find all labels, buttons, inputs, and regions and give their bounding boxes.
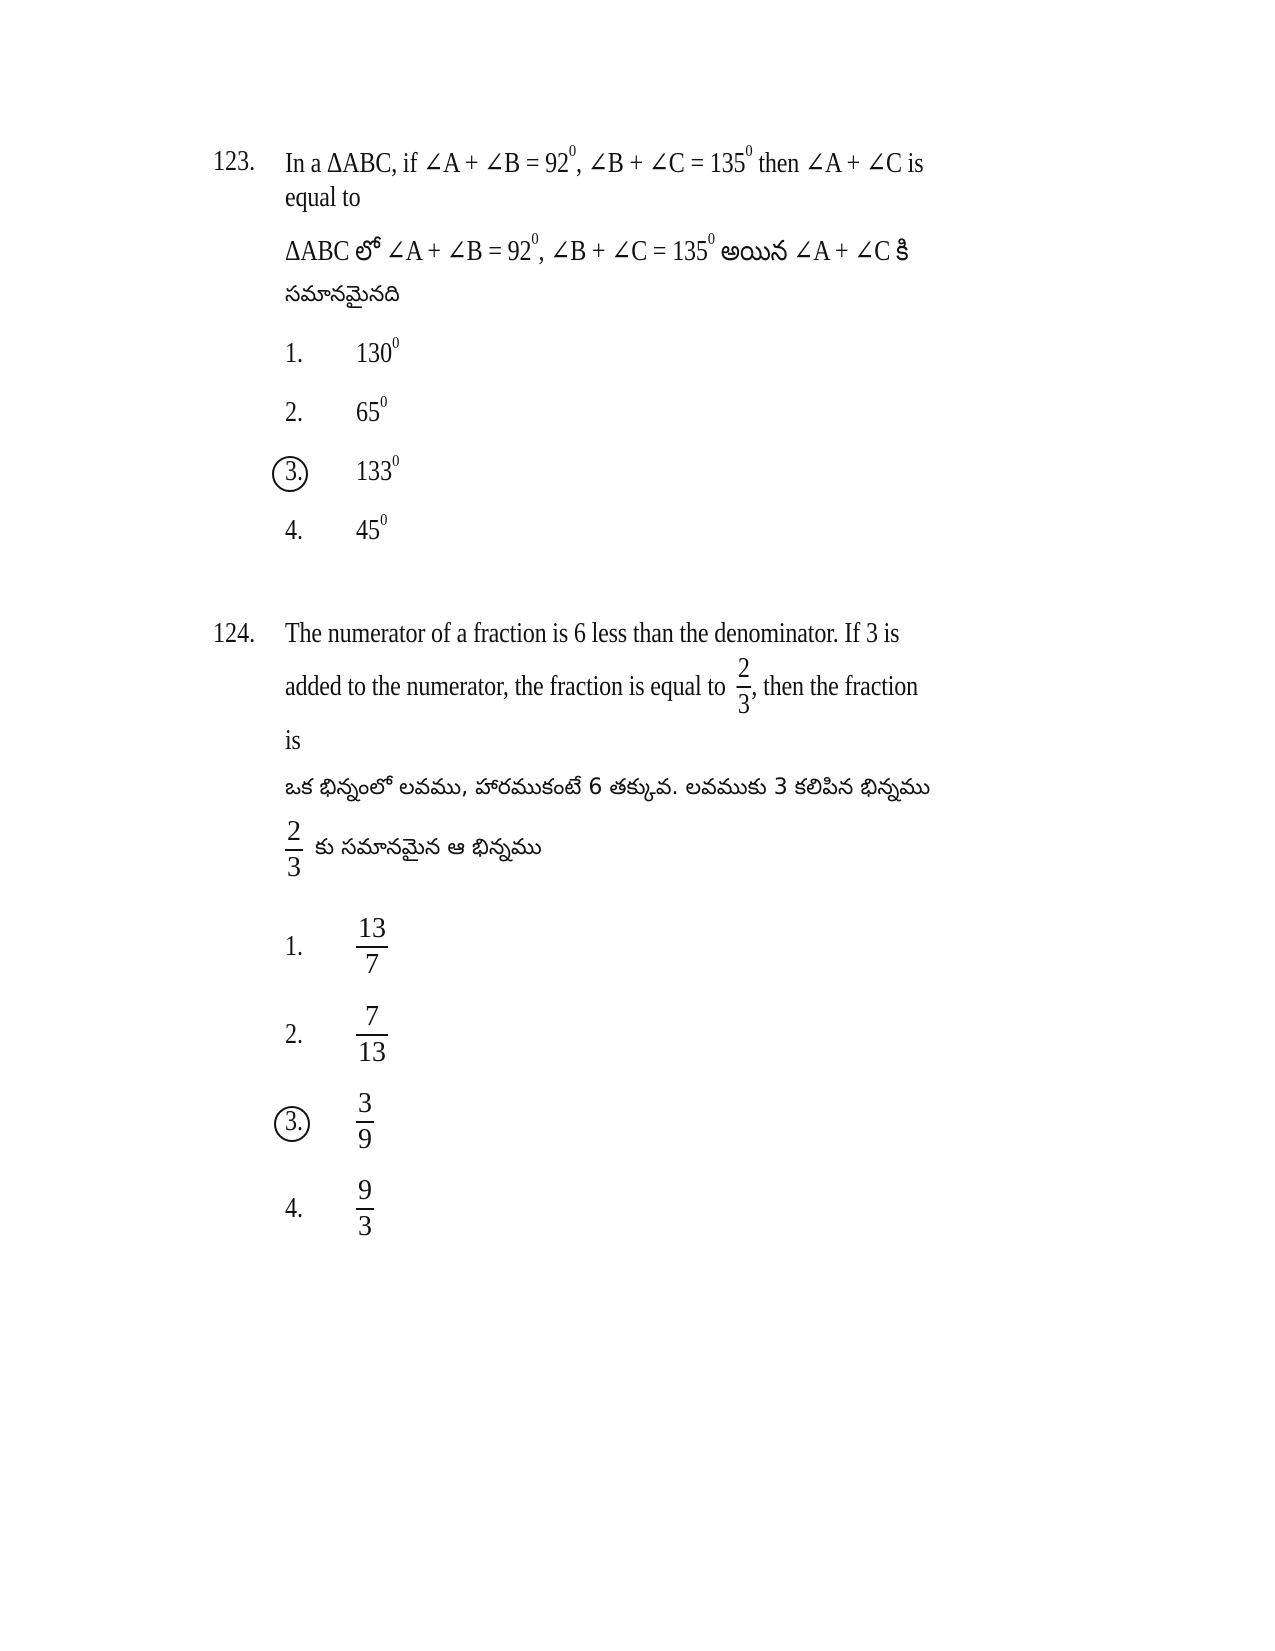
question-number: 124. [213, 618, 256, 649]
question-text-telugu-cont: సమానమైనది [285, 282, 400, 307]
degree-superscript: 0 [392, 451, 400, 470]
text-segment: added to the numerator, the fraction is equal to [285, 671, 726, 702]
question-text-english-cont [285, 655, 918, 719]
degree-superscript: 0 [380, 510, 388, 529]
option-fraction [356, 1177, 374, 1241]
fraction-denominator: 7 [365, 949, 379, 980]
text-segment: 65 [356, 397, 381, 428]
fraction-numerator: 2 [287, 816, 301, 847]
text-segment: అయిన ∠A + ∠C కి [714, 236, 909, 267]
fraction [285, 818, 303, 882]
question-text-english: The numerator of a fraction is 6 less than the denominator. If 3 is [285, 618, 900, 649]
text-segment: then ∠A + ∠C is [752, 148, 924, 179]
option-label: 1. [285, 338, 304, 369]
degree-superscript: 0 [568, 141, 577, 160]
fraction-numerator: 13 [358, 913, 386, 944]
option-label: 2. [285, 1019, 304, 1050]
option-label: 4. [285, 515, 304, 546]
option-label: 1. [285, 931, 304, 962]
degree-superscript: 0 [531, 229, 539, 248]
fraction-numerator: 9 [358, 1175, 372, 1206]
fraction-numerator: 7 [365, 1001, 379, 1032]
text-segment: 45 [356, 515, 381, 546]
text-segment: , then the fraction [751, 671, 919, 702]
text-segment: In a ΔABC, if ∠A + ∠B = 92 [285, 148, 569, 179]
text-segment: , ∠B + ∠C = 135 [576, 148, 746, 179]
text-segment: కు సమానమైన ఆ భిన్నము [315, 835, 542, 860]
option-value [356, 510, 388, 547]
fraction-denominator: 3 [737, 689, 750, 720]
fraction-denominator: 9 [358, 1124, 372, 1155]
fraction-numerator: 3 [358, 1088, 372, 1119]
question-text-telugu-cont [285, 818, 542, 882]
question-text-english-cont: is [285, 725, 301, 756]
option-label: 3. [285, 1106, 304, 1137]
option-label: 2. [285, 397, 304, 428]
degree-superscript: 0 [380, 392, 388, 411]
option-fraction [356, 915, 388, 979]
text-segment: ΔABC లో ∠A + ∠B = 92 [285, 236, 532, 267]
fraction [356, 1003, 388, 1067]
fraction [356, 1177, 374, 1241]
option-fraction [356, 1090, 374, 1154]
degree-superscript: 0 [745, 141, 753, 160]
question-text-telugu: ఒక భిన్నంలో లవము, హారముకంటే 6 తక్కువ. లవముకు 3 కలిపిన భిన్నము [285, 775, 931, 800]
fraction-denominator: 13 [358, 1037, 386, 1068]
question-text-english-cont: equal to [285, 182, 361, 213]
fraction [356, 1090, 374, 1154]
question-number: 123. [213, 146, 256, 177]
question-text-telugu [285, 229, 909, 274]
text-segment: , ∠B + ∠C = 135 [538, 236, 708, 267]
option-label: 4. [285, 1193, 304, 1224]
fraction [356, 915, 388, 979]
option-value [356, 451, 400, 488]
text-segment: 133 [356, 456, 393, 487]
text-segment: 130 [356, 338, 393, 369]
degree-superscript: 0 [392, 333, 400, 352]
option-fraction [356, 1003, 388, 1067]
fraction [736, 655, 751, 719]
fraction-denominator: 3 [358, 1211, 372, 1242]
option-label: 3. [285, 456, 304, 487]
degree-superscript: 0 [707, 229, 715, 248]
fraction-denominator: 3 [287, 852, 301, 883]
question-text-english [285, 141, 924, 180]
option-value [356, 392, 388, 429]
option-value [356, 333, 400, 370]
fraction-numerator: 2 [737, 653, 750, 684]
